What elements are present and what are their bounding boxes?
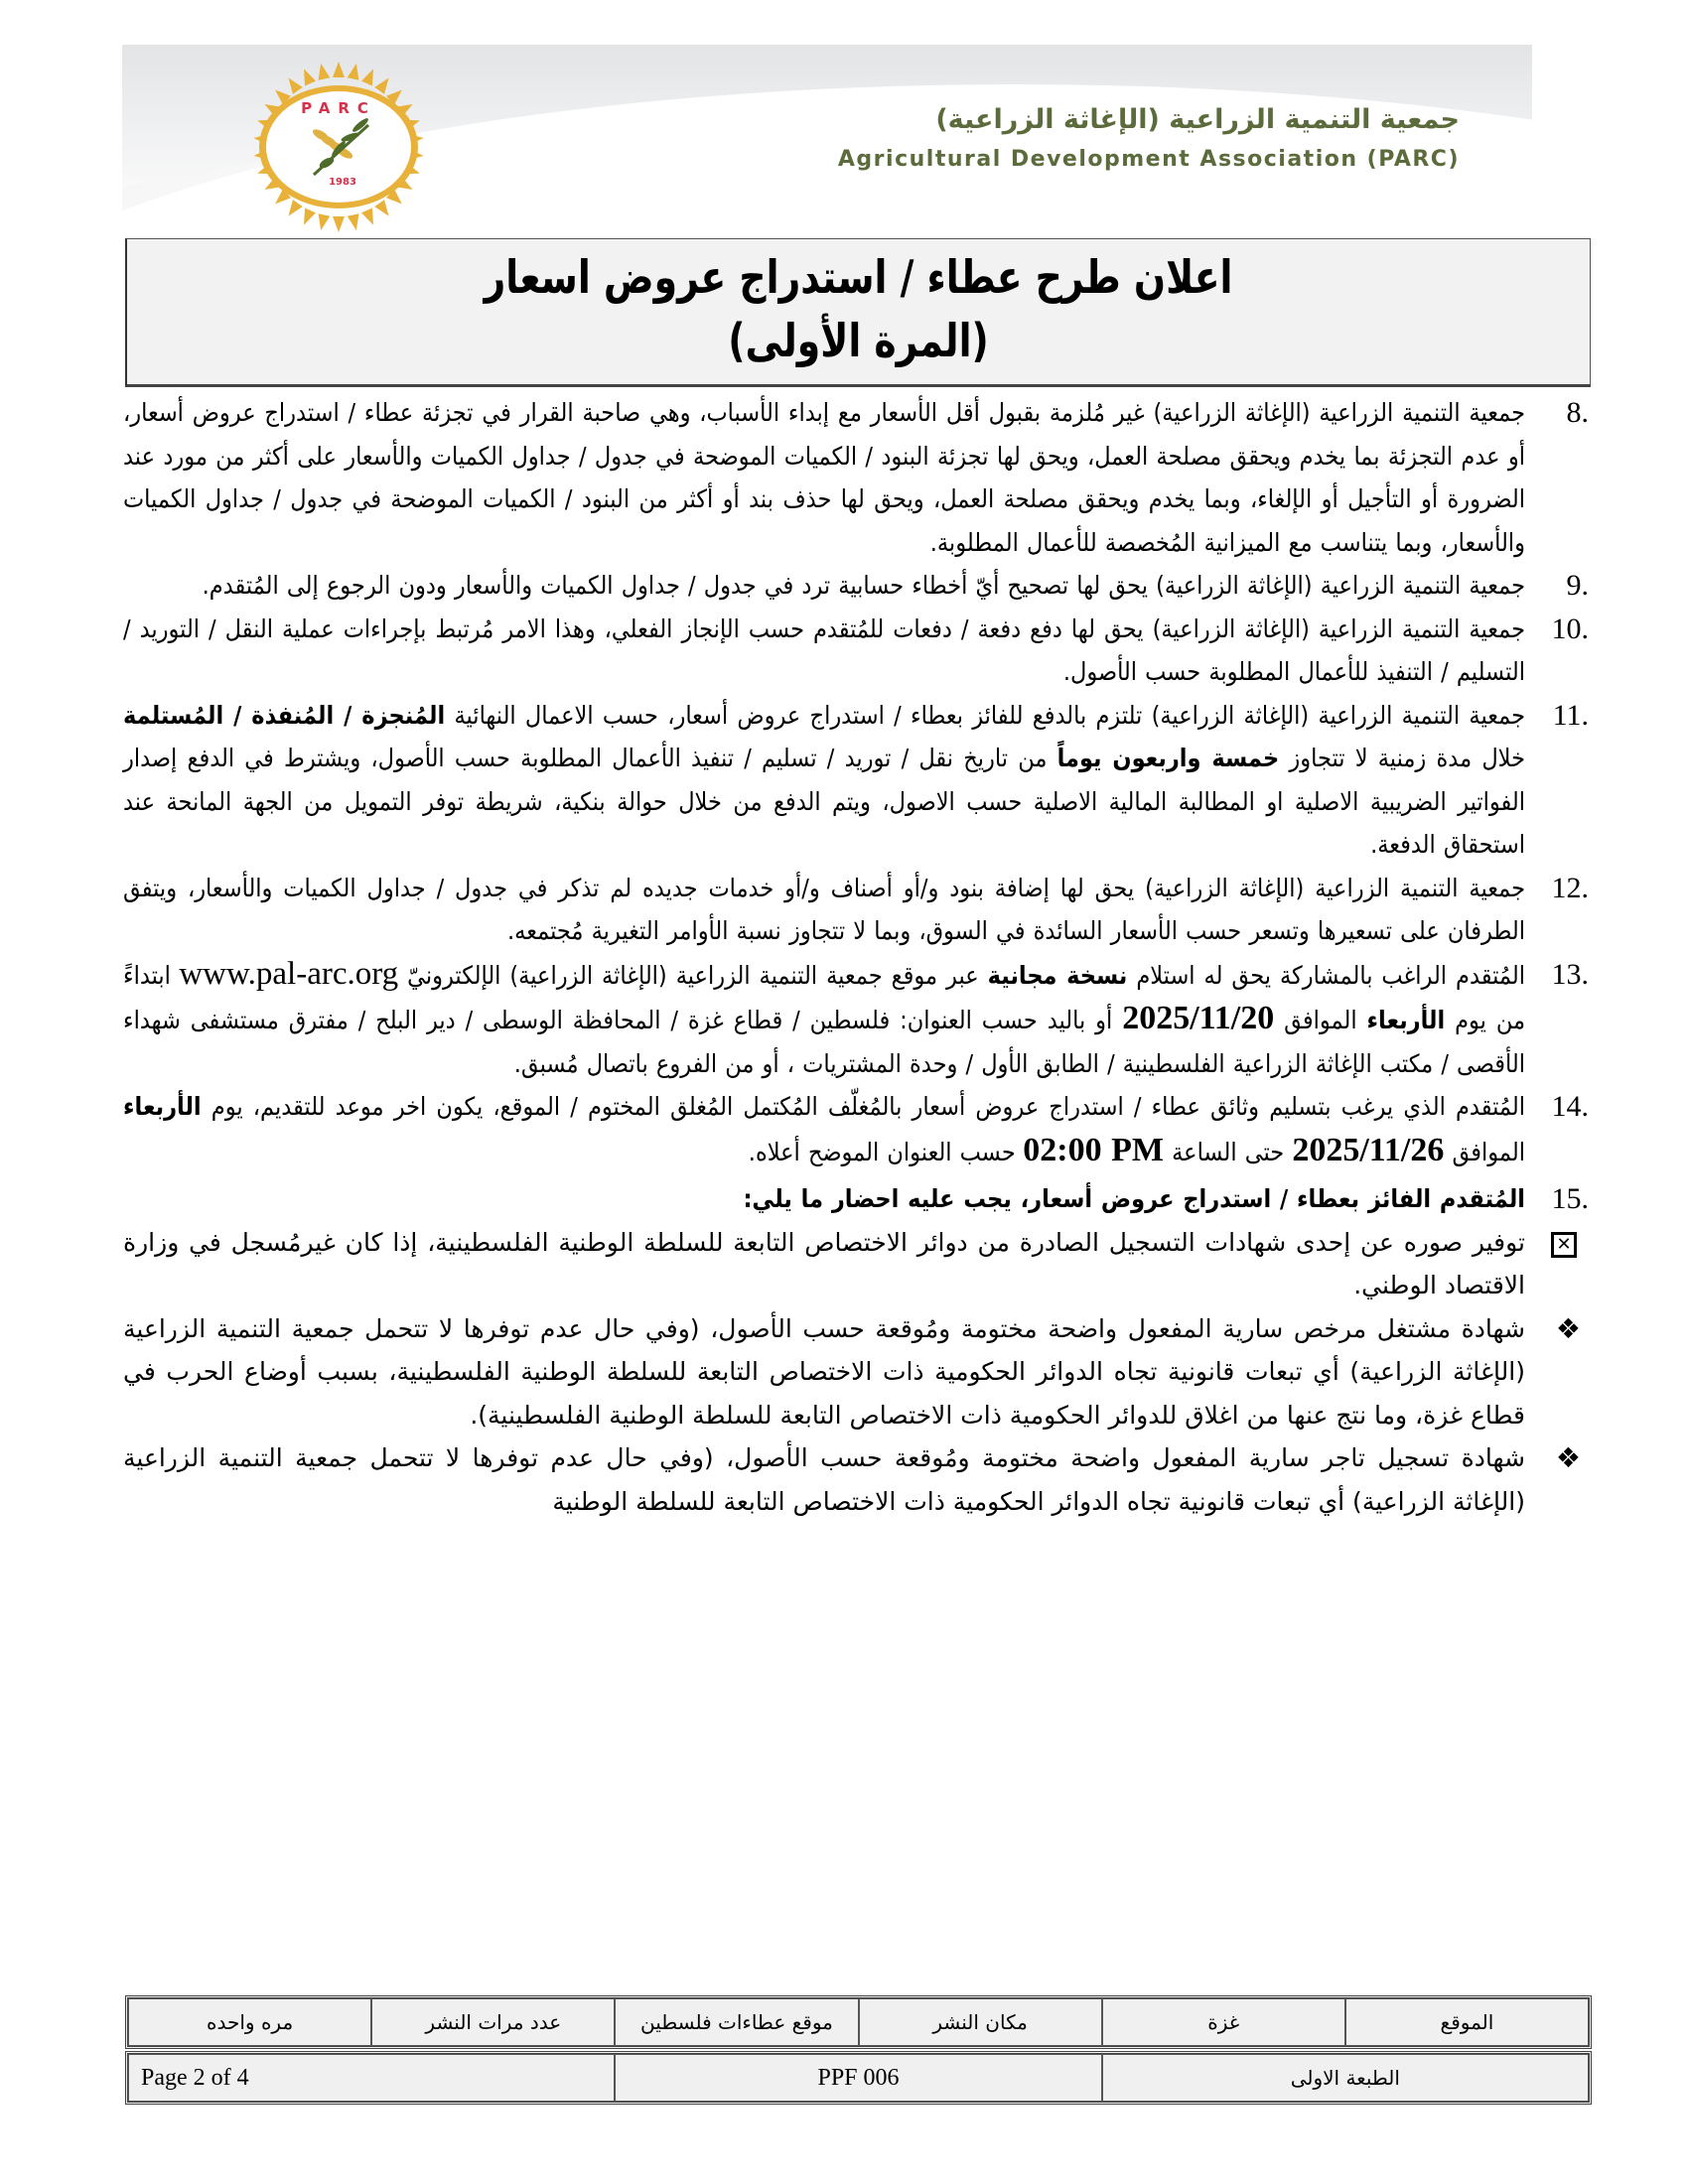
term-item-15	[123, 1177, 1589, 1221]
term-text-part: جمعية التنمية الزراعية (الإغاثة الزراعية) تلتزم بالدفع للفائز بعطاء / استدراج عروض أسعار، حسب الاعمال النهائية	[445, 700, 1525, 730]
term-number: 14.	[1551, 1090, 1589, 1123]
term-number: 9.	[1566, 569, 1589, 602]
term-text-part: الموافق	[1444, 1137, 1525, 1166]
svg-text:1983: 1983	[329, 177, 356, 188]
requirement-item	[123, 1307, 1589, 1437]
requirement-item	[123, 1221, 1589, 1307]
term-text: جمعية التنمية الزراعية (الإغاثة الزراعية) غير مُلزمة بقبول أقل الأسعار مع إبداء الأسباب، وهي صاحبة القرار في تجزئة عطاء / استدراج عروض أسعار، أو عدم التجزئة بما يخدم ويحقق مصلحة العمل، ويحق لها تجزئة البنود / الكميات الموضحة في جدول / جداول الكميات والأسعار على أكثر من مورد عند الضرورة أو التأجيل أو الإلغاء، وبما يخدم ويحقق مصلحة العمل، ويحق لها حذف بند أو أكثر من البنود / الكميات الموضحة في جدول / جداول الكميات والأسعار، وبما يتناسب مع الميزانية المُخصصة للأعمال المطلوبة.	[123, 398, 1525, 557]
deadline-time: 02:00 PM	[1023, 1131, 1164, 1168]
svg-text:PARC: PARC	[301, 99, 376, 117]
publication-info-table	[125, 1995, 1592, 2049]
term-text-part: حسب العنوان الموضح أعلاه.	[748, 1137, 1024, 1166]
publish-count-value: مره واحده	[128, 1998, 371, 2046]
terms-list	[123, 391, 1589, 1523]
announcement-title-box	[125, 238, 1591, 387]
publish-place-value: موقع عطاءات فلسطين	[615, 1998, 858, 2046]
diamond-bullet-icon: ❖	[1555, 1441, 1581, 1474]
org-name-english: Agricultural Development Association (PARC)	[837, 147, 1460, 172]
term-text-part: حتى الساعة	[1163, 1137, 1293, 1166]
term-text-part: عبر موقع جمعية التنمية الزراعية (الإغاثة الزراعية) الإلكترونيّ	[398, 960, 988, 990]
org-name-arabic: جمعية التنمية الزراعية (الإغاثة الزراعية)	[935, 104, 1460, 135]
edition-label: الطبعة الاولى	[1102, 2054, 1589, 2102]
requirement-text: شهادة تسجيل تاجر سارية المفعول واضحة مختومة ومُوقعة حسب الأصول، (وفي حال عدم توفرها لا تتحمل جمعية التنمية الزراعية (الإغاثة الزراعية) أي تبعات قانونية تجاه الدوائر الحكومية ذات الاختصاص التابعة للسلطة الوطنية	[123, 1443, 1525, 1516]
term-text-part: المُتقدم الذي يرغب بتسليم وثائق عطاء / استدراج عروض أسعار بالمُغلّف المُكتمل المُغلق المختوم / الموقع، يكون اخر موعد للتقديم، يوم	[201, 1092, 1525, 1121]
location-value: غزة	[1102, 1998, 1345, 2046]
publish-count-label: عدد مرات النشر	[371, 1998, 615, 2046]
term-text-part: خلال مدة زمنية لا تتجاوز	[1279, 744, 1525, 772]
checkbox-x-icon: ✕	[1551, 1232, 1577, 1258]
page-number: Page 2 of 4	[128, 2054, 615, 2102]
term-number: 8.	[1566, 396, 1589, 429]
location-label: الموقع	[1345, 1998, 1589, 2046]
requirement-item	[123, 1436, 1589, 1523]
term-text	[123, 1085, 1525, 1173]
term-text: جمعية التنمية الزراعية (الإغاثة الزراعية) يحق لها إضافة بنود و/أو أصناف و/أو خدمات جديده لم تذكر في جدول / جداول الكميات والأسعار، ويتفق الطرفان على تسعيرها وتسعر حسب الأسعار السائدة في السوق، وبما لا تتجاوز نسبة الأوامر التغيرية مُجتمعه.	[123, 873, 1525, 945]
term-item-14	[123, 1085, 1589, 1173]
completed-works-emphasis: المُنجزة / المُنفذة / المُستلمة	[123, 700, 446, 730]
term-item-10	[123, 608, 1589, 694]
term-number: 15.	[1551, 1182, 1589, 1215]
term-text-part: ابتداءً من يوم	[123, 960, 1525, 1034]
term-text-part: أو باليد حسب العنوان: فلسطين / قطاع غزة / المحافظة الوسطى / دير البلح / مفترق مستشفى شهداء الأقصى / مكتب الإغاثة الزراعية الفلسطينية / الطابق الأول / وحدة المشتريات ، أو من الفروع باتصال مُسبق.	[123, 1006, 1525, 1078]
term-text: جمعية التنمية الزراعية (الإغاثة الزراعية) يحق لها تصحيح أيّ أخطاء حسابية ترد في جدول / جداول الكميات والأسعار ودون الرجوع إلى المُتقدم.	[202, 571, 1525, 600]
start-date: 2025/11/20	[1122, 1000, 1275, 1036]
term-number: 12.	[1551, 871, 1589, 904]
term-number: 10.	[1551, 612, 1589, 645]
deadline-day: الأربعاء	[123, 1092, 202, 1121]
announcement-subtitle: (المرة الأولى)	[728, 314, 989, 367]
document-info-table	[125, 2051, 1592, 2105]
term-text-part: الموافق	[1274, 1006, 1367, 1034]
term-text-part: المُتقدم الراغب بالمشاركة يحق له استلام	[1127, 960, 1526, 990]
start-day: الأربعاء	[1366, 1006, 1446, 1034]
term-text-part: من تاريخ نقل / توريد / تسليم / تنفيذ الأعمال المطلوبة حسب الأصول، ويشترط في الدفع إصدار الفواتير الضريبية الاصلية او المطالبة المالية الاصلية حسب الاصول، ويتم الدفع من خلال حوالة بنكية، شريطة توفر التمويل من الجهة المانحة عند استحقاق الدفعة.	[123, 744, 1525, 859]
website-link[interactable]: www.pal-arc.org	[179, 955, 399, 992]
term-item-11	[123, 694, 1589, 867]
term-text	[123, 694, 1525, 867]
free-copy-emphasis: نسخة مجانية	[987, 960, 1128, 990]
term-item-9	[123, 564, 1589, 608]
requirement-text: شهادة مشتغل مرخص سارية المفعول واضحة مختومة ومُوقعة حسب الأصول، (وفي حال عدم توفرها لا تتحمل جمعية التنمية الزراعية (الإغاثة الزراعية) أي تبعات قانونية تجاه الدوائر الحكومية ذات الاختصاص التابعة للسلطة الوطنية الفلسطينية، بسبب أوضاع الحرب في قطاع غزة، وما نتج عنها من اغلاق للدوائر الحكومية ذات الاختصاص التابعة للسلطة الوطنية الفلسطينية).	[123, 1313, 1525, 1430]
term-number: 13.	[1551, 957, 1589, 991]
term-text: جمعية التنمية الزراعية (الإغاثة الزراعية) يحق لها دفع دفعة / دفعات للمُتقدم حسب الإنجاز الفعلي، وهذا الامر مُرتبط بإجراءات عملية النقل / التوريد / التسليم / التنفيذ للأعمال المطلوبة حسب الأصول.	[123, 614, 1525, 686]
payment-period-emphasis: خمسة واربعون يوماً	[1056, 744, 1280, 772]
publish-place-label: مكان النشر	[859, 1998, 1102, 2046]
term-item-13	[123, 953, 1589, 1086]
term-text	[123, 953, 1525, 1086]
form-code: PPF 006	[615, 2054, 1101, 2102]
announcement-title: اعلان طرح عطاء / استدراج عروض اسعار	[484, 250, 1233, 304]
term-item-8	[123, 391, 1589, 564]
term-item-12	[123, 867, 1589, 953]
deadline-date: 2025/11/26	[1292, 1131, 1445, 1168]
term-number: 11.	[1552, 698, 1589, 732]
parc-logo-icon	[224, 60, 453, 233]
requirement-text: توفير صوره عن إحدى شهادات التسجيل الصادرة من دوائر الاختصاص التابعة للسلطة الوطنية الفلسطينية، إذا كان غيرمُسجل في وزارة الاقتصاد الوطني.	[123, 1227, 1525, 1299]
requirements-heading: المُتقدم الفائز بعطاء / استدراج عروض أسعار، يجب عليه احضار ما يلي:	[743, 1184, 1525, 1213]
diamond-bullet-icon: ❖	[1555, 1311, 1581, 1345]
